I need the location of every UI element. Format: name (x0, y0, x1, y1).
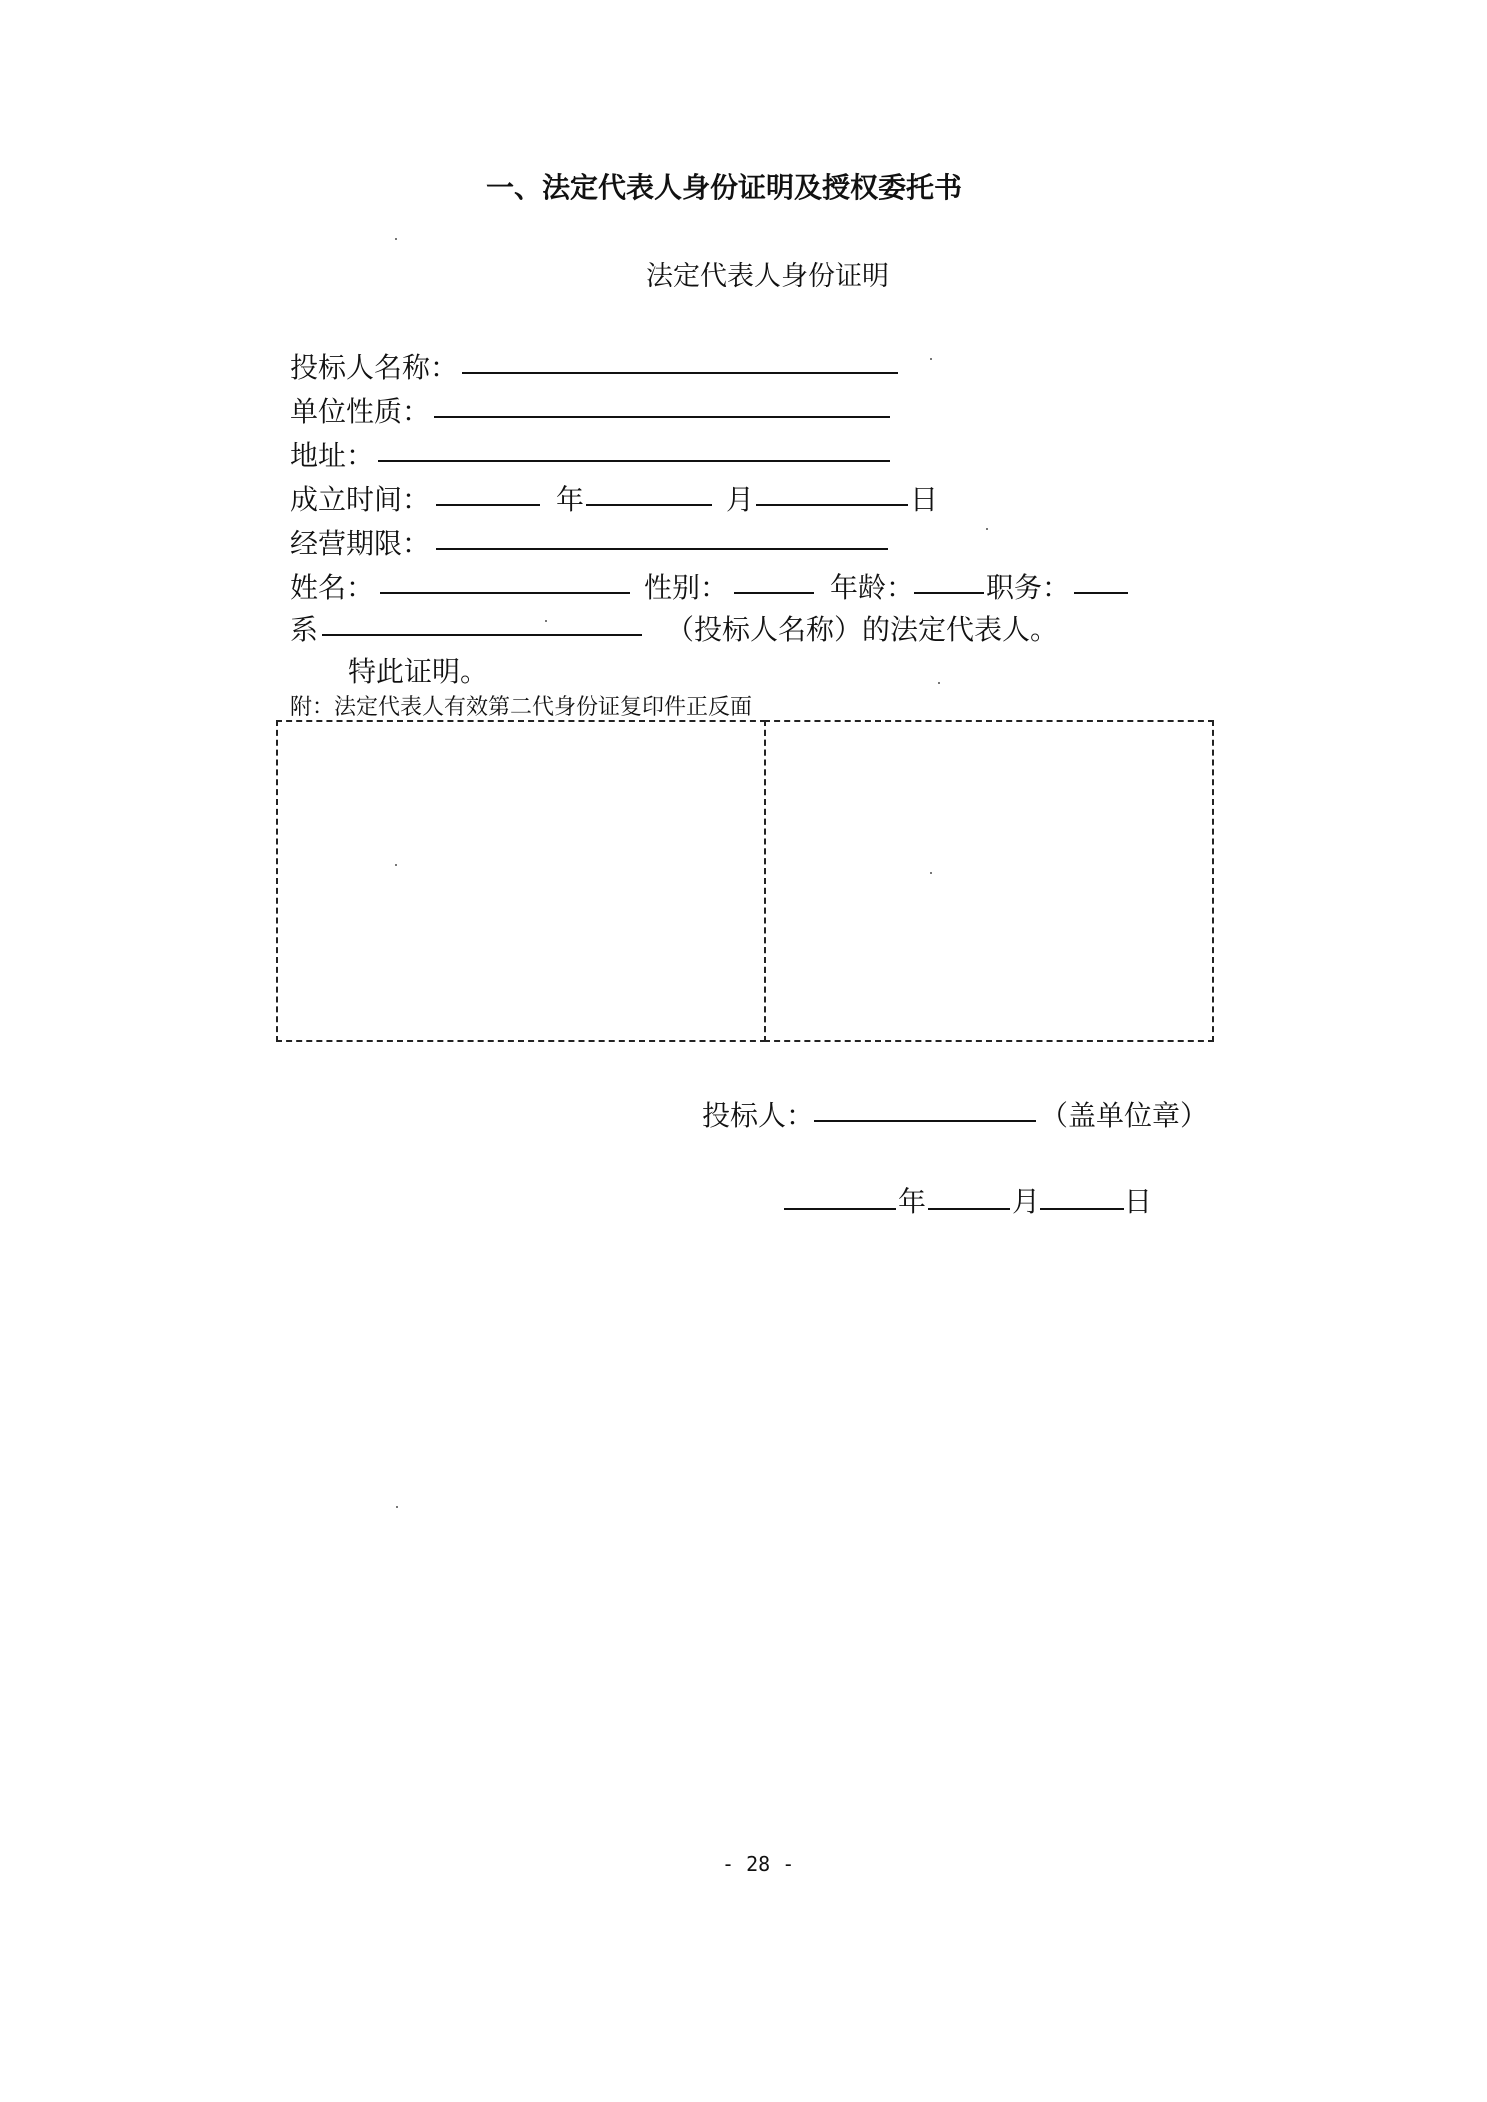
established-day-label: 日 (910, 483, 939, 516)
sign-month-field[interactable] (928, 1208, 1010, 1210)
attachment-note: 附：法定代表人有效第二代身份证复印件正反面 (290, 695, 753, 720)
established-label: 成立时间： (290, 483, 431, 516)
bidder-signature-field[interactable] (814, 1120, 1036, 1122)
name-field[interactable] (380, 592, 630, 594)
name-label: 姓名： (290, 571, 375, 604)
id-card-back-box (764, 720, 1214, 1042)
relation-suffix-label: （投标人名称）的法定代表人。 (666, 613, 1059, 646)
scan-speck (545, 620, 547, 622)
address-label: 地址： (290, 439, 375, 472)
position-field[interactable] (1074, 592, 1128, 594)
relation-prefix-label: 系 (290, 613, 319, 646)
sign-day-field[interactable] (1040, 1208, 1124, 1210)
certify-text: 特此证明。 (348, 655, 489, 688)
scan-speck (930, 358, 932, 360)
sign-month-label: 月 (1012, 1185, 1041, 1218)
established-year-field[interactable] (436, 504, 540, 506)
seal-label: （盖单位章） (1040, 1099, 1209, 1132)
section-title: 一、法定代表人身份证明及授权委托书 (486, 171, 963, 204)
gender-label: 性别： (644, 571, 729, 604)
unit-nature-field[interactable] (434, 416, 890, 418)
gender-field[interactable] (734, 592, 814, 594)
address-field[interactable] (378, 460, 890, 462)
relation-bidder-field[interactable] (322, 634, 642, 636)
bidder-name-label: 投标人名称： (290, 351, 459, 384)
id-card-front-box (276, 720, 766, 1042)
sign-day-label: 日 (1124, 1185, 1153, 1218)
position-label: 职务： (986, 571, 1071, 604)
sign-year-label: 年 (898, 1185, 927, 1218)
unit-nature-label: 单位性质： (290, 395, 431, 428)
scan-speck (938, 682, 940, 684)
scan-speck (395, 238, 397, 240)
bidder-name-field[interactable] (462, 372, 898, 374)
age-field[interactable] (914, 592, 984, 594)
established-month-field[interactable] (586, 504, 712, 506)
business-term-label: 经营期限： (290, 527, 431, 560)
scan-speck (986, 528, 988, 530)
scan-speck (395, 864, 397, 866)
bidder-signature-label: 投标人： (702, 1099, 815, 1132)
established-day-field[interactable] (756, 504, 908, 506)
established-year-label: 年 (556, 483, 585, 516)
business-term-field[interactable] (436, 548, 888, 550)
sign-year-field[interactable] (784, 1208, 896, 1210)
established-month-label: 月 (726, 483, 755, 516)
document-subtitle: 法定代表人身份证明 (646, 261, 889, 292)
scan-speck (930, 872, 932, 874)
scan-speck (396, 1506, 398, 1508)
page-number: - 28 - (722, 1852, 795, 1876)
age-label: 年龄： (830, 571, 915, 604)
